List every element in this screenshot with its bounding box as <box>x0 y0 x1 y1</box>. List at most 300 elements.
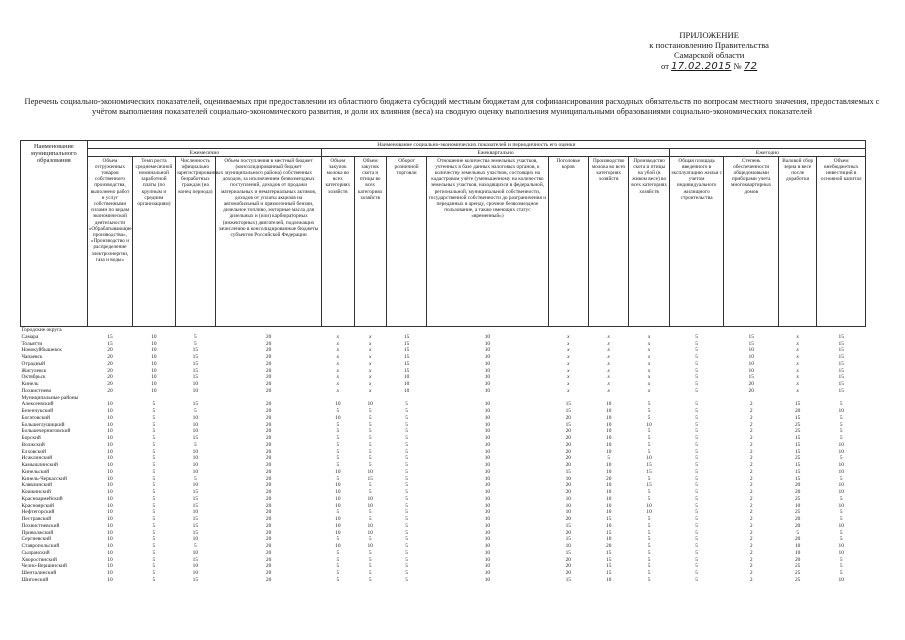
table-cell: 10 <box>107 408 113 414</box>
header-municipality: Наименование муниципального образования <box>21 141 88 327</box>
table-cell: 5 <box>839 428 843 435</box>
table-cell: 5 <box>405 435 408 441</box>
table-cell: 10 <box>484 401 491 408</box>
appendix-line-2: Самарской области <box>673 50 745 61</box>
table-cell: 10 <box>646 509 652 516</box>
table-cell: 5 <box>647 576 651 583</box>
table-cell: 5 <box>647 414 651 421</box>
table-cell: x <box>567 340 570 347</box>
table-row <box>21 334 866 341</box>
table-cell: 15 <box>403 340 410 347</box>
table-cell: 20 <box>265 401 272 408</box>
column-header: Валовой сбор зерна в весе после доработки <box>778 157 816 327</box>
table-cell: 20 <box>565 556 571 563</box>
table-cell: 10 <box>484 468 491 475</box>
table-cell: 10 <box>565 509 571 516</box>
table-row <box>21 530 866 537</box>
table-cell: 10 <box>107 489 113 495</box>
column-header: Объем внебюджетных инвестиций в основной капитал <box>817 157 866 327</box>
table-cell: x <box>607 367 610 374</box>
table-cell: 20 <box>565 462 571 468</box>
table-cell: 20 <box>107 354 113 360</box>
table-cell: 20 <box>265 360 272 367</box>
table-cell: 25 <box>794 495 801 502</box>
table-cell: 5 <box>695 502 698 509</box>
table-cell: 5 <box>405 536 408 543</box>
table-cell: 10 <box>335 489 341 495</box>
header-quarterly: Ежеквартально <box>322 149 670 157</box>
table-cell: 5 <box>796 529 800 536</box>
table-cell: 5 <box>152 502 156 509</box>
table-cell: 10 <box>484 522 491 529</box>
table-cell: 20 <box>265 421 272 428</box>
table-cell: 20 <box>565 448 571 455</box>
table-cell: 25 <box>794 563 801 570</box>
municipality-name: Кинель-Черкасский <box>21 475 67 482</box>
table-cell: 5 <box>336 570 340 576</box>
table-cell: 10 <box>403 381 410 387</box>
table-cell: 5 <box>405 502 408 509</box>
municipality-name: Елховский <box>21 448 46 455</box>
table-cell: 10 <box>192 570 199 576</box>
table-cell: 10 <box>484 495 491 502</box>
table-cell: 10 <box>107 522 113 529</box>
table-cell: 15 <box>565 401 571 408</box>
table-cell: 15 <box>192 576 199 583</box>
table-cell: x <box>796 381 799 387</box>
table-cell: 10 <box>151 333 157 340</box>
table-cell: 10 <box>192 536 199 543</box>
table-cell: 5 <box>405 462 408 468</box>
municipality-name: Богатовский <box>21 414 51 421</box>
table-cell: 25 <box>794 509 801 516</box>
table-cell: 5 <box>368 455 372 462</box>
table-cell: 20 <box>265 441 272 448</box>
table-cell: 5 <box>695 340 698 347</box>
column-header: Общая площадь введенного в эксплуатацию жилья с учетом индивидуального жилищного строительства <box>669 157 724 327</box>
table-cell: 15 <box>838 374 844 381</box>
table-cell: 5 <box>695 360 698 367</box>
table-cell: 20 <box>794 556 801 563</box>
table-cell: 10 <box>151 381 157 387</box>
table-cell: 10 <box>484 367 491 374</box>
table-row <box>21 374 866 381</box>
table-cell: 5 <box>152 529 156 536</box>
table-cell: 5 <box>647 408 651 414</box>
table-cell: 10 <box>484 354 491 360</box>
table-cell: 15 <box>192 347 199 354</box>
table-cell: 15 <box>794 401 801 408</box>
table-cell: 10 <box>484 556 491 563</box>
table-cell: 10 <box>794 549 801 556</box>
table-cell: 10 <box>107 576 113 583</box>
table-row <box>21 476 866 483</box>
table-cell: 2 <box>749 482 753 489</box>
table-cell: x <box>647 360 651 367</box>
table-row <box>21 543 866 550</box>
table-cell: 10 <box>484 489 491 495</box>
table-cell: 5 <box>695 401 698 408</box>
column-header: Производство молока во всех категориях хозяйств <box>588 157 628 327</box>
table-cell: 20 <box>265 414 272 421</box>
column-header: Темп роста среднемесячной номинальной заработной платы (по крупным и средним организациям) <box>133 157 175 327</box>
table-cell: 10 <box>192 509 199 516</box>
table-cell: 5 <box>336 556 340 563</box>
table-cell: 10 <box>192 549 199 556</box>
table-cell: 10 <box>565 495 571 502</box>
table-cell: 10 <box>484 543 491 549</box>
handwritten-number: 72 <box>743 60 758 72</box>
table-cell: 10 <box>748 360 754 367</box>
table-cell: 15 <box>565 421 571 428</box>
table-cell: 15 <box>192 516 199 522</box>
table-cell: 20 <box>565 455 571 462</box>
table-cell: 5 <box>839 455 843 462</box>
table-cell: 20 <box>107 381 113 387</box>
table-cell: 5 <box>647 543 651 549</box>
table-cell: 5 <box>368 556 372 563</box>
table-cell: 20 <box>265 522 272 529</box>
table-cell: 15 <box>838 340 844 347</box>
municipality-name: Красноярский <box>21 502 55 509</box>
table-cell: 5 <box>695 441 698 448</box>
table-cell: 5 <box>695 543 698 549</box>
table-row <box>21 422 866 429</box>
table-cell: x <box>607 360 610 367</box>
table-cell: 5 <box>839 435 843 441</box>
table-cell: 5 <box>405 556 408 563</box>
table-cell: 20 <box>265 570 272 576</box>
table-cell: x <box>567 360 570 367</box>
table-row <box>21 428 866 435</box>
municipality-name: Сызранский <box>21 549 50 556</box>
table-row <box>21 449 866 456</box>
table-cell: 2 <box>749 408 753 414</box>
table-row <box>21 496 866 503</box>
table-cell: 10 <box>484 360 491 367</box>
table-cell: 5 <box>695 387 698 394</box>
table-cell: 15 <box>748 374 754 381</box>
table-cell: 2 <box>749 421 753 428</box>
table-cell: 5 <box>336 448 340 455</box>
municipality-name: Кошкинский <box>21 489 51 495</box>
table-cell: 5 <box>647 556 651 563</box>
table-cell: 2 <box>749 414 753 421</box>
table-cell: 5 <box>368 462 372 468</box>
table-cell: x <box>796 347 799 354</box>
table-cell: 5 <box>839 516 843 522</box>
table-cell: 5 <box>647 549 651 556</box>
table-cell: x <box>567 381 570 387</box>
table-cell: 5 <box>647 475 651 482</box>
table-cell: 15 <box>192 495 199 502</box>
table-cell: 5 <box>152 455 156 462</box>
table-cell: 20 <box>565 441 571 448</box>
table-cell: 15 <box>403 360 410 367</box>
table-cell: 5 <box>405 408 408 414</box>
table-cell: 15 <box>646 482 652 489</box>
table-cell: 20 <box>265 354 272 360</box>
table-cell: 5 <box>405 570 408 576</box>
table-cell: 10 <box>484 381 491 387</box>
table-cell: 5 <box>695 522 698 529</box>
table-cell: 2 <box>749 468 753 475</box>
table-cell: 10 <box>484 502 491 509</box>
table-row <box>21 557 866 564</box>
municipality-name: Кинель <box>21 381 39 387</box>
table-cell: 5 <box>368 414 372 421</box>
municipality-name: Похвистнево <box>21 387 52 394</box>
table-cell: 5 <box>152 414 156 421</box>
table-row <box>21 401 866 408</box>
table-cell: 10 <box>606 435 612 441</box>
table-cell: 2 <box>749 556 753 563</box>
table-cell: 20 <box>565 482 571 489</box>
table-cell: 15 <box>192 489 199 495</box>
table-cell: 10 <box>107 428 113 435</box>
table-cell: 5 <box>193 333 197 340</box>
table-cell: 10 <box>107 509 113 516</box>
table-cell: x <box>336 381 340 387</box>
table-cell: 10 <box>794 543 801 549</box>
table-cell: 15 <box>838 354 844 360</box>
table-cell: 2 <box>749 549 753 556</box>
table-cell: 20 <box>107 347 113 354</box>
column-header: Поголовье коров <box>548 157 588 327</box>
table-cell: 2 <box>749 529 753 536</box>
table-cell: 10 <box>335 495 341 502</box>
table-cell: 15 <box>403 367 410 374</box>
table-cell: 20 <box>265 563 272 570</box>
number-prefix: № <box>733 60 742 71</box>
table-cell: 15 <box>403 354 410 360</box>
table-cell: x <box>796 387 799 394</box>
table-cell: 5 <box>405 468 408 475</box>
table-cell: 20 <box>265 340 272 347</box>
table-cell: 5 <box>405 522 408 529</box>
table-cell: 20 <box>565 563 571 570</box>
table-cell: 10 <box>192 448 199 455</box>
table-cell: 10 <box>838 408 844 414</box>
table-cell: 10 <box>838 489 844 495</box>
table-row <box>21 469 866 476</box>
municipality-name: Похвистневский <box>21 522 60 529</box>
table-cell: 10 <box>606 462 612 468</box>
table-cell: x <box>567 347 570 354</box>
table-cell: 20 <box>265 333 272 340</box>
table-cell: 5 <box>152 468 156 475</box>
table-cell: 20 <box>265 495 272 502</box>
table-cell: 10 <box>565 475 571 482</box>
table-cell: 10 <box>367 495 373 502</box>
table-cell: 5 <box>647 516 651 522</box>
table-cell: 5 <box>647 522 651 529</box>
table-cell: 15 <box>565 536 571 543</box>
table-cell: 10 <box>646 421 652 428</box>
table-cell: 20 <box>565 529 571 536</box>
appendix-line-1: к постановлению Правительства <box>649 40 769 51</box>
table-cell: 10 <box>838 549 844 556</box>
table-cell: 15 <box>794 448 801 455</box>
table-cell: x <box>368 340 372 347</box>
table-cell: 10 <box>606 522 612 529</box>
table-cell: 5 <box>368 509 372 516</box>
table-cell: 2 <box>749 509 753 516</box>
table-cell: 20 <box>265 556 272 563</box>
table-cell: x <box>336 347 340 354</box>
table-cell: 10 <box>565 502 571 509</box>
table-cell: 10 <box>335 543 341 549</box>
table-cell: x <box>607 374 610 381</box>
table-cell: 5 <box>695 367 698 374</box>
table-cell: 15 <box>367 475 373 482</box>
table-cell: 10 <box>107 502 113 509</box>
table-cell: x <box>796 374 799 381</box>
table-cell: 20 <box>265 516 272 522</box>
municipality-name: Самара <box>21 333 39 340</box>
table-cell: 2 <box>749 489 753 495</box>
column-header: Производство скота и птицы на убой (в живом весе) во всех категориях хозяйств <box>629 157 669 327</box>
table-cell: x <box>647 387 651 394</box>
table-cell: 20 <box>606 475 612 482</box>
table-cell: 5 <box>336 441 340 448</box>
table-cell: 5 <box>336 475 340 482</box>
table-cell: 5 <box>695 489 698 495</box>
table-cell: 2 <box>749 435 753 441</box>
table-cell: 10 <box>484 387 491 394</box>
table-cell: 10 <box>484 414 491 421</box>
column-header: Степень обеспеченности общедомовыми приборами учета многоквартирных домов <box>724 157 779 327</box>
table-cell: 10 <box>484 536 491 543</box>
municipality-name: Ставропольский <box>21 543 60 549</box>
table-cell: 5 <box>336 563 340 570</box>
table-cell: 10 <box>151 367 157 374</box>
table-cell: 15 <box>192 401 199 408</box>
table-cell: 10 <box>484 576 491 583</box>
table-cell: 5 <box>405 455 408 462</box>
table-cell: 20 <box>565 435 571 441</box>
table-cell: 20 <box>265 367 272 374</box>
table-cell: 10 <box>335 468 341 475</box>
table-cell: 2 <box>749 563 753 570</box>
table-cell: x <box>567 367 570 374</box>
table-cell: 10 <box>367 543 373 549</box>
table-cell: 5 <box>405 448 408 455</box>
table-cell: x <box>647 374 651 381</box>
table-cell: 5 <box>152 563 156 570</box>
table-cell: 15 <box>107 340 113 347</box>
table-cell: 10 <box>606 401 612 408</box>
municipality-name: Жигулевск <box>21 367 47 374</box>
table-row <box>21 462 866 469</box>
table-cell: 2 <box>749 536 753 543</box>
table-cell: 20 <box>794 408 801 414</box>
table-cell: 10 <box>838 441 844 448</box>
table-cell: 15 <box>606 549 612 556</box>
municipality-name: Большечерниговский <box>21 428 71 435</box>
table-cell: x <box>607 387 610 394</box>
table-cell: x <box>336 333 340 340</box>
table-row <box>21 347 866 354</box>
table-cell: 15 <box>748 340 754 347</box>
table-cell: 5 <box>405 428 408 435</box>
table-cell: 5 <box>839 475 843 482</box>
table-cell: x <box>647 381 651 387</box>
table-cell: 5 <box>695 529 698 536</box>
table-cell: 5 <box>368 435 372 441</box>
table-cell: 5 <box>839 401 843 408</box>
table-cell: 5 <box>152 441 156 448</box>
table-cell: 10 <box>107 448 113 455</box>
table-cell: 5 <box>368 536 372 543</box>
appendix-title: ПРИЛОЖЕНИЕ <box>679 30 739 40</box>
table-cell: 2 <box>749 448 753 455</box>
table-cell: 20 <box>565 489 571 495</box>
table-cell: 10 <box>606 408 612 414</box>
table-cell: 10 <box>192 381 199 387</box>
table-cell: 25 <box>794 570 801 576</box>
table-cell: 20 <box>265 468 272 475</box>
table-cell: 5 <box>405 414 408 421</box>
table-cell: 20 <box>265 536 272 543</box>
table-cell: 2 <box>749 522 753 529</box>
table-cell: x <box>607 340 610 347</box>
table-cell: 20 <box>265 489 272 495</box>
table-cell: 5 <box>695 475 698 482</box>
table-cell: 15 <box>192 367 199 374</box>
table-cell: 5 <box>695 448 698 455</box>
table-cell: 5 <box>839 509 843 516</box>
municipality-name: Чапаевск <box>21 354 43 360</box>
table-cell: 2 <box>749 516 753 522</box>
table-cell: 10 <box>484 482 491 489</box>
table-cell: x <box>796 340 799 347</box>
table-cell: 5 <box>695 435 698 441</box>
table-cell: 5 <box>152 401 156 408</box>
table-cell: 15 <box>838 367 844 374</box>
table-cell: 15 <box>192 556 199 563</box>
table-cell: 10 <box>838 482 844 489</box>
table-row <box>21 361 866 368</box>
table-row <box>21 509 866 516</box>
table-cell: x <box>368 360 372 367</box>
table-cell: 10 <box>192 414 199 421</box>
table-cell: x <box>567 333 570 340</box>
table-cell: 5 <box>405 489 408 495</box>
table-cell: 5 <box>695 374 698 381</box>
table-cell: 5 <box>839 556 843 563</box>
table-cell: 2 <box>749 570 753 576</box>
table-cell: 5 <box>647 441 651 448</box>
table-row <box>21 577 866 584</box>
table-cell: 5 <box>695 462 698 468</box>
column-header: Численность официально зарегистрированных безработных граждан (на конец периода) <box>175 157 215 327</box>
table-cell: 10 <box>838 576 844 583</box>
table-cell: 5 <box>695 576 698 583</box>
table-cell: 10 <box>107 549 113 556</box>
municipality-name: Хворостянский <box>21 556 57 563</box>
municipality-name: Новокуйбышевск <box>21 347 62 354</box>
table-cell: 5 <box>336 509 340 516</box>
table-cell: 15 <box>192 502 199 509</box>
municipality-name: Отрадный <box>21 360 46 367</box>
table-cell: x <box>336 340 340 347</box>
table-cell: 5 <box>336 408 340 414</box>
table-cell: 10 <box>838 502 844 509</box>
table-cell: 10 <box>484 563 491 570</box>
table-cell: 10 <box>484 421 491 428</box>
municipality-name: Камышлинский <box>21 462 58 468</box>
